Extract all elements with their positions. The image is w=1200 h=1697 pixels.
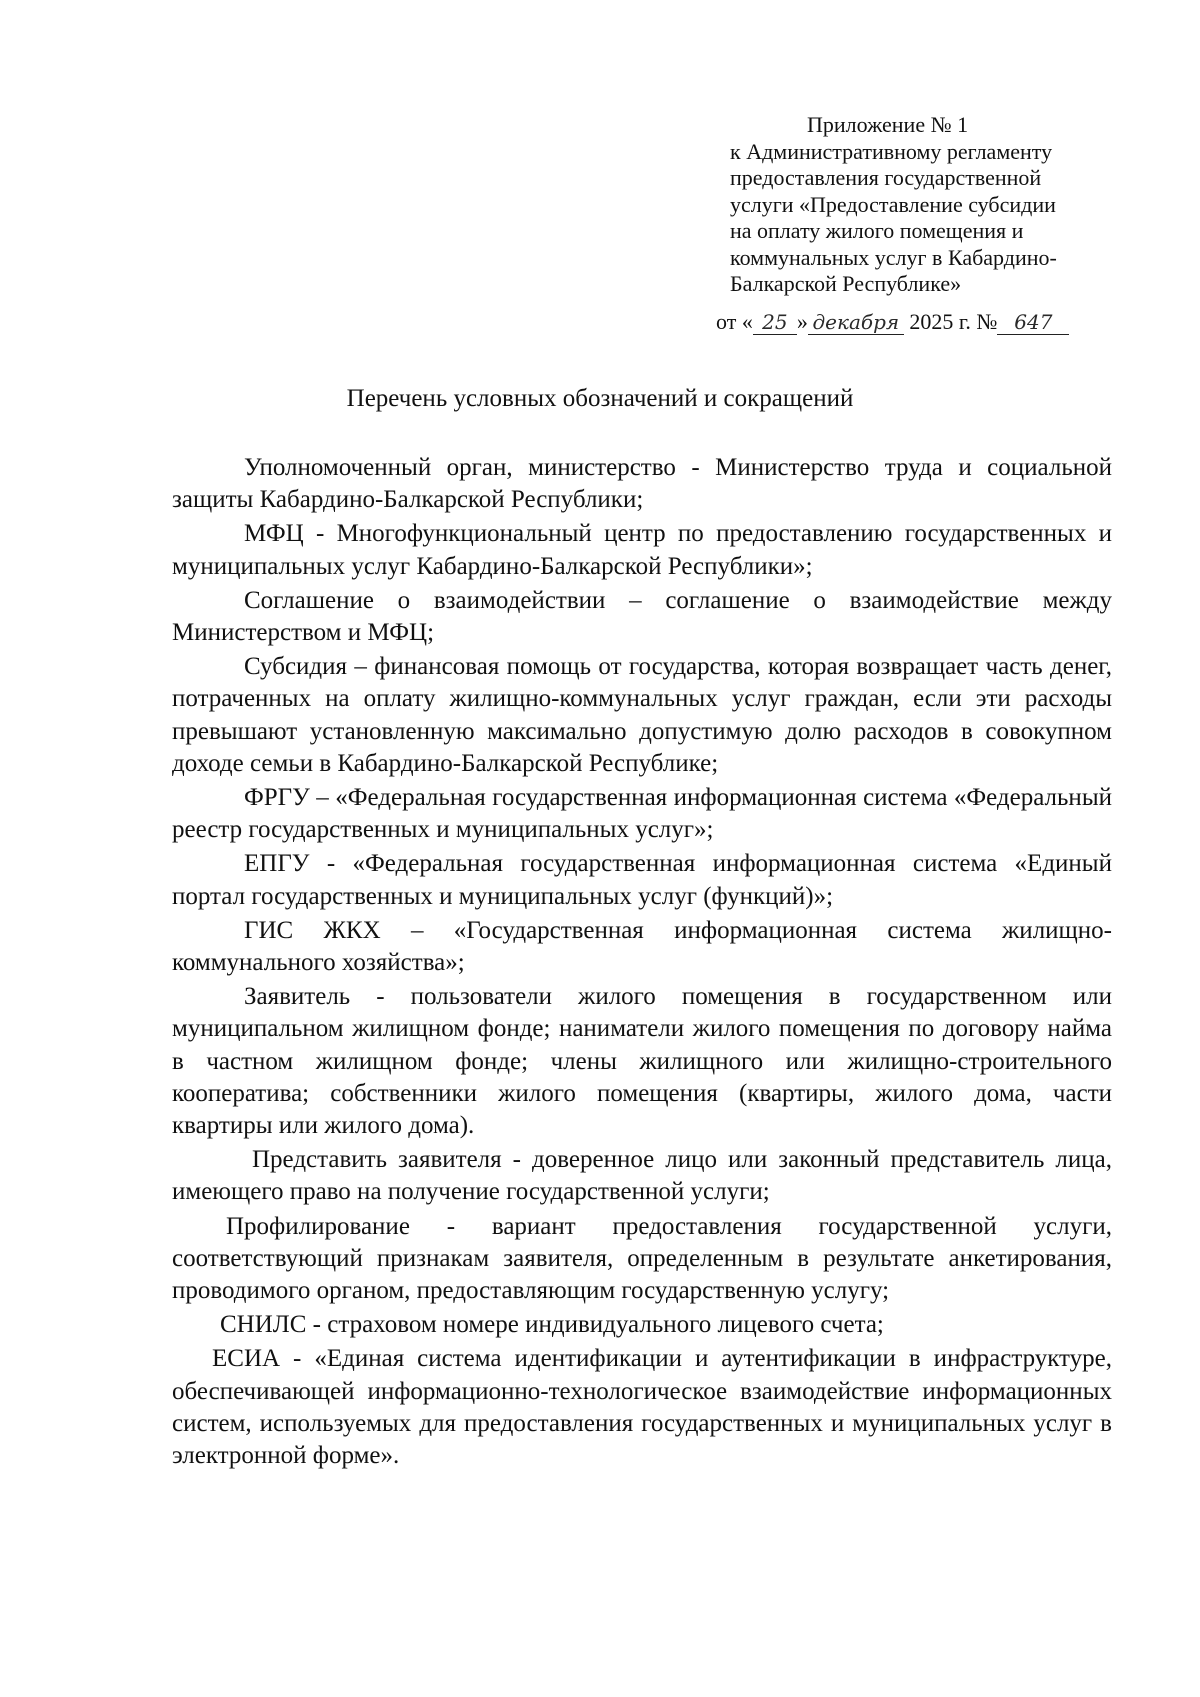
appendix-line: к Административному регламенту — [730, 138, 1053, 164]
date-day-handwritten: 25 — [753, 310, 797, 335]
definition-paragraph: Субсидия – финансовая помощь от государства, которая возвращает часть денег, потраченных на оплату жилищно-коммунальных услуг граждан, если эти расходы превышают установленную максимально допустимую долю расходов в совокупном доходе семьи в Кабардино-Балкарской Республике; — [172, 653, 1112, 777]
definition-paragraph: ФРГУ – «Федеральная государственная информационная система «Федеральный реестр государственных и муниципальных услуг»; — [172, 784, 1112, 844]
definition-paragraph: Соглашение о взаимодействии – соглашение о взаимодействие между Министерством и МФЦ; — [172, 586, 1112, 647]
definition-paragraph: ГИС ЖКХ – «Государственная информационная система жилищно-коммунального хозяйства»; — [172, 916, 1112, 977]
number-label: № — [976, 309, 998, 334]
appendix-line: предоставления государственной — [730, 165, 1042, 190]
appendix-line: услуги «Предоставление субсидии — [730, 191, 1056, 217]
appendix-line: коммунальных услуг в Кабардино- — [730, 244, 1057, 270]
appendix-line: на оплату жилого помещения и — [730, 218, 1024, 243]
definition-paragraph: Заявитель - пользователи жилого помещения в государственном или муниципальном жилищном фонде; наниматели жилого помещения по договору найма в частном жилищном фонде; члены жилищного или жилищно-строительного кооператива; собственники жилого помещения (квартиры, жилого дома, части квартиры или жилого дома). — [172, 983, 1112, 1140]
definition-paragraph: МФЦ - Многофункциональный центр по предоставлению государственных и муниципальных услуг Кабардино-Балкарской Республики»; — [172, 520, 1112, 580]
date-month-handwritten: декабря — [808, 310, 904, 335]
appendix-line: Балкарской Республике» — [730, 271, 962, 296]
definition-paragraph: Представить заявителя - доверенное лицо или законный представитель лица, имеющего право на получение государственной услуги; — [172, 1146, 1112, 1206]
date-prefix: от « — [716, 309, 753, 334]
appendix-title: Приложение № 1 — [807, 112, 969, 137]
document-number-handwritten: 647 — [997, 310, 1069, 335]
definition-paragraph: СНИЛС - страховом номере индивидуального лицевого счета; — [220, 1311, 884, 1339]
definition-paragraph: ЕСИА - «Единая система идентификации и аутентификации в инфраструктуре, обеспечивающей информационно-технологическое взаимодействие информационных систем, используемых для предоставления государственных и муниципальных услуг в электронной форме». — [172, 1345, 1112, 1470]
date-year: 2025 г. — [909, 309, 971, 334]
definition-paragraph: Уполномоченный орган, министерство - Министерство труда и социальной защиты Кабардино-Балкарской Республики; — [172, 454, 1112, 514]
date-mid: » — [796, 309, 808, 334]
page-title: Перечень условных обозначений и сокращений — [346, 385, 854, 412]
definition-paragraph: Профилирование - вариант предоставления государственной услуги, соответствующий признакам заявителя, определенным в результате анкетирования, проводимого органом, предоставляющим государственную услугу; — [172, 1212, 1112, 1305]
definitions-list — [172, 452, 1112, 1474]
appendix-date-line — [716, 308, 1069, 336]
definition-paragraph: ЕПГУ - «Федеральная государственная информационная система «Единый портал государственных и муниципальных услуг (функций)»; — [172, 850, 1112, 910]
appendix-block — [730, 112, 1150, 298]
